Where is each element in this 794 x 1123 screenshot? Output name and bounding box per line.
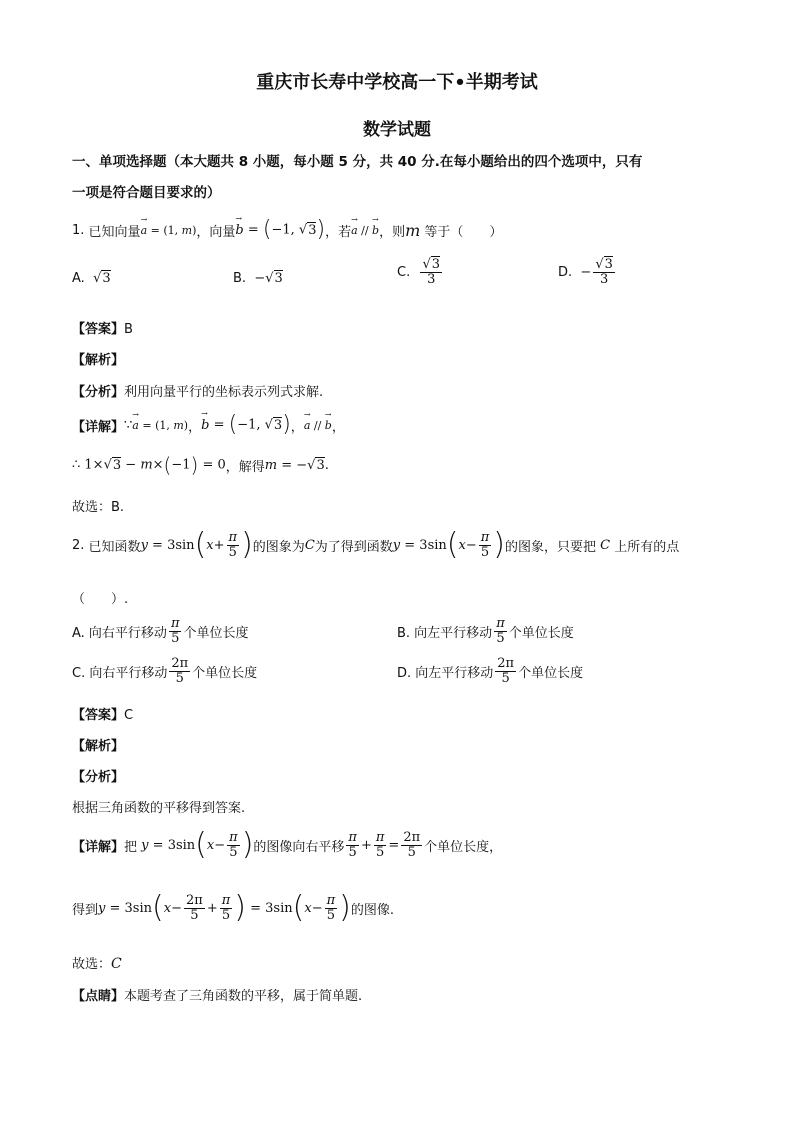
q2-option-b-label: B. 向左平行移动: [397, 625, 493, 641]
q2-detail-frac-sum: $\frac{2\pi}{5}$: [403, 829, 421, 860]
section-heading-line2: 一项是符合题目要求的）: [72, 185, 221, 201]
q2-dianjing-tag: 【点睛】: [72, 989, 125, 1004]
q1-solve-text: ，解得: [225, 459, 265, 475]
q1-result: m = −√3.: [264, 457, 329, 473]
q2-detail-end: 个单位长度，: [424, 839, 503, 855]
q1-option-c[interactable]: [397, 258, 444, 286]
q2-result-frac-1: $\frac{2\pi}{5}$: [185, 892, 203, 923]
q1-parallel: → a // → b: [351, 224, 379, 237]
q1-option-b[interactable]: [233, 271, 283, 286]
q2-paren: （ ）.: [72, 592, 129, 607]
q2-option-d[interactable]: [397, 657, 583, 685]
q1-comma-2: ，: [290, 419, 304, 435]
q1-number: 1.: [72, 222, 85, 238]
q1-equation-math: ∴ 1×√3 − m×(−1) = 0: [72, 453, 226, 477]
q1-text-4: ，则: [379, 224, 406, 240]
q2-option-d-unit: 个单位长度: [518, 665, 584, 681]
q2-get: 得到: [72, 902, 99, 918]
q2-choose: [72, 953, 122, 972]
q1-option-a-value: √3: [93, 271, 111, 286]
q1-detail-vector-b: → b = (−1, √3): [201, 414, 291, 436]
q2-analysis-tag: 【解析】: [72, 739, 125, 754]
q1-option-c-label: C.: [397, 264, 411, 280]
q1-vector-a: → a = (1, m): [141, 224, 197, 237]
q2-result-frac-3: $\frac{\pi}{5}$: [326, 892, 336, 923]
q1-vector-b: → b = (−1, √3): [235, 219, 325, 241]
q1-detail-tag: 【详解】: [72, 419, 125, 435]
q2-detail-func: y = 3sin: [141, 837, 196, 853]
section-heading-line1: 一、单项选择题（本大题共 8 小题，每小题 5 分，共 40 分.在每小题给出的四个选项中，只有: [72, 154, 643, 170]
q1-comma-1: ，: [188, 419, 202, 435]
q2-answer-value: C: [124, 708, 134, 723]
q2-answer: [72, 704, 133, 723]
q1-text-2: ，向量: [196, 224, 236, 240]
q1-text-3: ，若: [325, 224, 352, 240]
q1-choose: 故选：B.: [72, 500, 125, 515]
q2-detail-tag: 【详解】: [72, 839, 125, 855]
q2-frac-2: $\frac{\pi}{5}$: [480, 529, 490, 560]
q2-result-frac-2: $\frac{\pi}{5}$: [221, 892, 231, 923]
q2-detail-frac: $\frac{\pi}{5}$: [229, 829, 238, 860]
q2-option-d-label: D. 向左平行移动: [397, 665, 494, 681]
q2-option-a-frac: $\frac{\pi}{5}$: [170, 616, 180, 646]
q2-answer-tag: 【答案】: [72, 708, 125, 723]
q2-option-c-unit: 个单位长度: [192, 665, 258, 681]
q2-detail-frac-a: $\frac{\pi}{5}$: [348, 829, 357, 860]
q1-option-b-label: B.: [233, 271, 247, 286]
q2-option-b-unit: 个单位长度: [508, 625, 574, 641]
q2-frac-1: $\frac{\pi}{5}$: [228, 529, 238, 560]
q1-option-d-label: D.: [558, 264, 573, 280]
q2-fenxi-tag: 【分析】: [72, 770, 125, 785]
q2-result: 得到 y = 3sin ( x − $\frac{2\pi}{5}$ + $\frac{\pi}{5}$ ) = 3sin ( x − $\frac{\pi}{5}$ ) 的图像.: [72, 890, 394, 925]
q2-get-end: 的图像.: [350, 902, 394, 918]
q2-option-c-frac: $\frac{2\pi}{5}$: [171, 656, 189, 686]
q2-text-3: 为了得到函数: [314, 539, 393, 555]
q2-option-d-frac: $\frac{2\pi}{5}$: [497, 656, 515, 686]
q2-option-a-unit: 个单位长度: [183, 625, 249, 641]
q1-option-a-label: A.: [72, 271, 85, 286]
q1-analysis-tag: 【解析】: [72, 353, 125, 368]
q1-because: ∵: [124, 417, 133, 433]
q2-detail: 【详解】 把 y = 3sin ( x − $\frac{\pi}{5}$ ) 的图像向右平移 $\frac{\pi}{5}$ + $\frac{\pi}{5}$ = $\frac{2\pi}{5}$ 个单位长度，: [72, 827, 503, 862]
q1-option-c-value: $\frac{√3}{3}$: [422, 257, 441, 287]
q2-func-1: y = 3sin: [140, 537, 195, 553]
q2-text-5: 上所有的点: [614, 539, 680, 555]
q1-answer-tag: 【答案】: [72, 322, 125, 337]
q1-text-5: 等于（ ）: [424, 224, 503, 240]
q2-stem: 2. 已知函数 y = 3sin ( x + $\frac{\pi}{5}$ ) 的图象为 C 为了得到函数 y = 3sin ( x − $\frac{\pi}{5}$ ) 的图象，只要把 C 上所有的点: [72, 527, 680, 562]
q1-answer: [72, 318, 133, 337]
q2-choose-text: 故选：: [72, 957, 112, 972]
q1-option-a[interactable]: [72, 271, 111, 286]
q2-text-1: 已知函数: [88, 539, 141, 555]
q2-fenxi-text: 根据三角函数的平移得到答案.: [72, 801, 246, 816]
q1-var-m: m: [405, 220, 421, 240]
q2-option-b[interactable]: [397, 617, 574, 645]
q2-option-a[interactable]: [72, 617, 249, 645]
q1-stem: [72, 219, 502, 241]
q2-result-func: y = 3sin: [98, 900, 153, 916]
page-title: 重庆市长寿中学校高一下•半期考试: [256, 72, 538, 93]
q2-option-c[interactable]: [72, 657, 257, 685]
q1-option-d[interactable]: D. − $\frac{√3}{3}$: [558, 257, 613, 287]
q1-detail-vector-a: → a = (1, m): [132, 419, 188, 432]
q2-detail-put: 把: [124, 839, 138, 855]
q1-fenxi-text: 利用向量平行的坐标表示列式求解.: [124, 385, 324, 400]
q2-option-c-label: C. 向右平行移动: [72, 665, 168, 681]
q1-fenxi-tag: 【分析】: [72, 385, 125, 400]
q1-fenxi: [72, 381, 323, 400]
q2-text-2: 的图象为: [252, 539, 305, 555]
q1-option-d-value: $\frac{√3}{3}$: [595, 257, 613, 287]
q1-option-b-value: −√3: [254, 271, 283, 286]
q2-dianjing: [72, 985, 362, 1004]
q2-choose-value: C: [111, 956, 122, 972]
q1-answer-value: B: [124, 322, 133, 337]
q2-var-c-2: C: [600, 537, 611, 553]
q2-dianjing-text: 本题考查了三角函数的平移，属于简单题.: [124, 989, 363, 1004]
q2-var-c: C: [304, 537, 315, 553]
q2-detail-mid: 的图像向右平移: [253, 839, 345, 855]
q1-comma-3: ，: [331, 419, 345, 435]
q2-text-4: 的图象，只要把: [505, 539, 597, 555]
q1-equation: [72, 455, 329, 475]
q2-option-a-label: A. 向右平行移动: [72, 625, 167, 641]
q1-text-1: 已知向量: [88, 224, 141, 240]
q2-option-b-frac: $\frac{\pi}{5}$: [496, 616, 505, 646]
q2-number: 2.: [72, 537, 85, 553]
q2-detail-frac-b: $\frac{\pi}{5}$: [375, 829, 385, 860]
q1-detail-parallel: → a // → b: [304, 419, 332, 432]
q2-func-2: y = 3sin: [392, 537, 447, 553]
q1-detail: [72, 414, 345, 436]
page-subtitle: 数学试题: [363, 120, 431, 140]
